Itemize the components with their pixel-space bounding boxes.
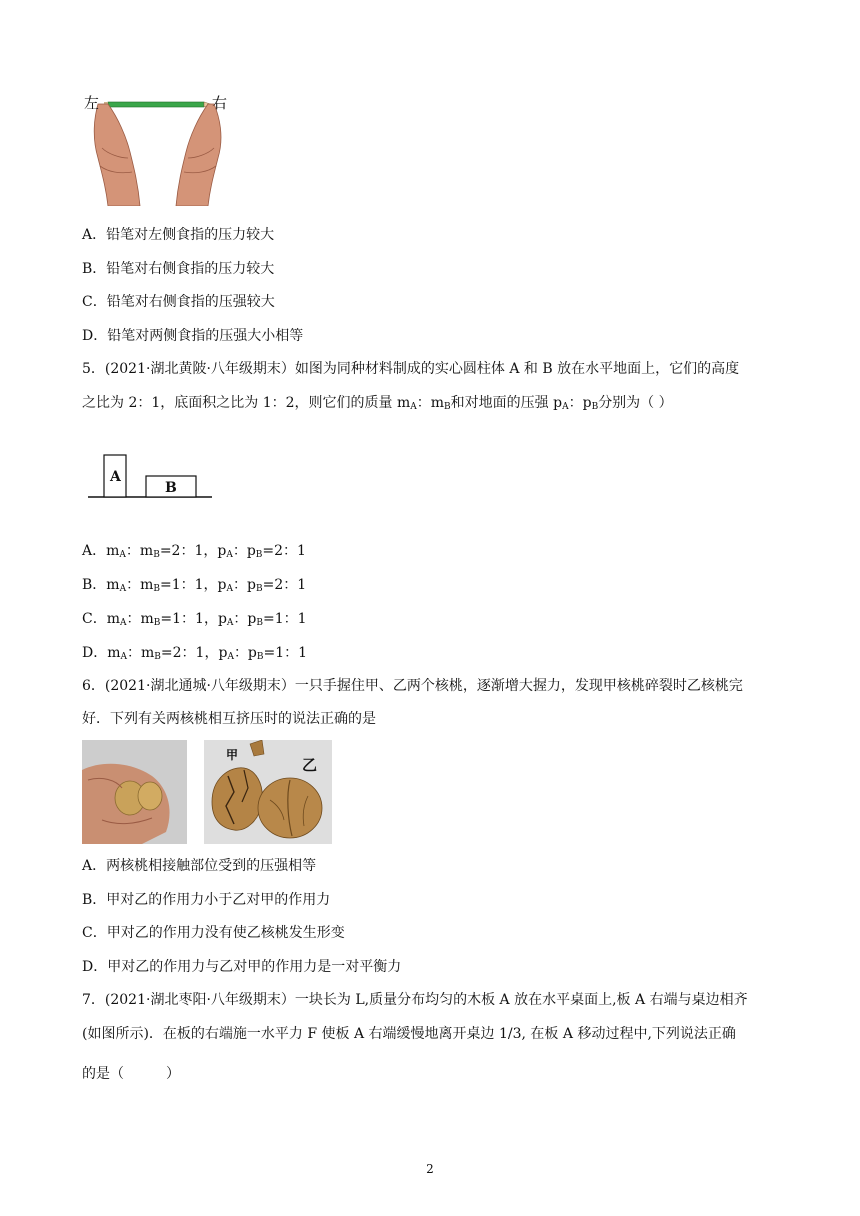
q5-option-b: B．$m_A$：$m_B=1$：1，$p_A$：$p_B=2$：1 [82,577,307,594]
q6-stem-line1: 6．(2021·湖北通城·八年级期末）一只手握住甲、乙两个核桃，逐渐增大握力，发现甲核桃碎裂时乙核桃完 [82,678,743,694]
q4-option-b: B．铅笔对右侧食指的压力较大 [82,261,275,277]
right-label: 右 [212,94,228,112]
q4-option-c: C．铅笔对右侧食指的压强较大 [82,294,275,310]
q7-stem-line3: 的是（ ） [82,1066,180,1082]
q4-option-d: D．铅笔对两侧食指的压强大小相等 [82,328,304,344]
hand-walnuts-photo [82,740,187,844]
q6-stem-line2: 好．下列有关两核桃相互挤压时的说法正确的是 [82,711,376,727]
q5-stem-line1: 5．(2021·湖北黄陂·八年级期末）如图为同种材料制成的实心圆柱体 A 和 B 放在水平地面上，它们的高度 [82,361,740,377]
q5-stem-line2: 之比为 2：1，底面积之比为 1：2，则它们的质量 $m_A$：$m_B$和对地面的压强 $p_A$：$p_B$分别为（ ） [82,395,673,412]
cracked-walnuts-photo [204,740,332,844]
block-a-label: A [110,469,121,485]
q7-stem-line2: (如图所示)．在板的右端施一水平力 F 使板 A 右端缓慢地离开桌边 1/3, 在板 A 移动过程中,下列说法正确 [82,1026,736,1042]
q4-option-a: A．铅笔对左侧食指的压力较大 [82,227,275,243]
cylinders-figure [88,452,214,500]
pencil-fingers-figure [84,88,234,206]
q6-option-a: A．两核桃相接触部位受到的压强相等 [82,858,317,874]
q5-option-d: D．$m_A$：$m_B=2$：1，$p_A$：$p_B=1$：1 [82,645,308,662]
walnut-jia-label: 甲 [226,748,239,762]
q6-option-c: C．甲对乙的作用力没有使乙核桃发生形变 [82,925,345,941]
q5-option-c: C．$m_A$：$m_B=1$：1，$p_A$：$p_B=1$：1 [82,611,307,628]
block-b-label: B [165,480,177,496]
page-number: 2 [426,1162,434,1176]
walnut-yi-label: 乙 [302,756,318,774]
hand-walnuts-illustration [82,740,187,844]
q6-option-d: D．甲对乙的作用力与乙对甲的作用力是一对平衡力 [82,959,402,975]
cylinders-illustration [88,452,214,500]
left-label: 左 [84,94,100,112]
q6-option-b: B．甲对乙的作用力小于乙对甲的作用力 [82,892,331,908]
q5-option-a: A．$m_A$：$m_B=2$：1，$p_A$：$p_B=2$：1 [82,543,306,560]
q7-stem-line1: 7．(2021·湖北枣阳·八年级期末）一块长为 L,质量分布均匀的木板 A 放在水平桌面上,板 A 右端与桌边相齐 [82,992,748,1008]
